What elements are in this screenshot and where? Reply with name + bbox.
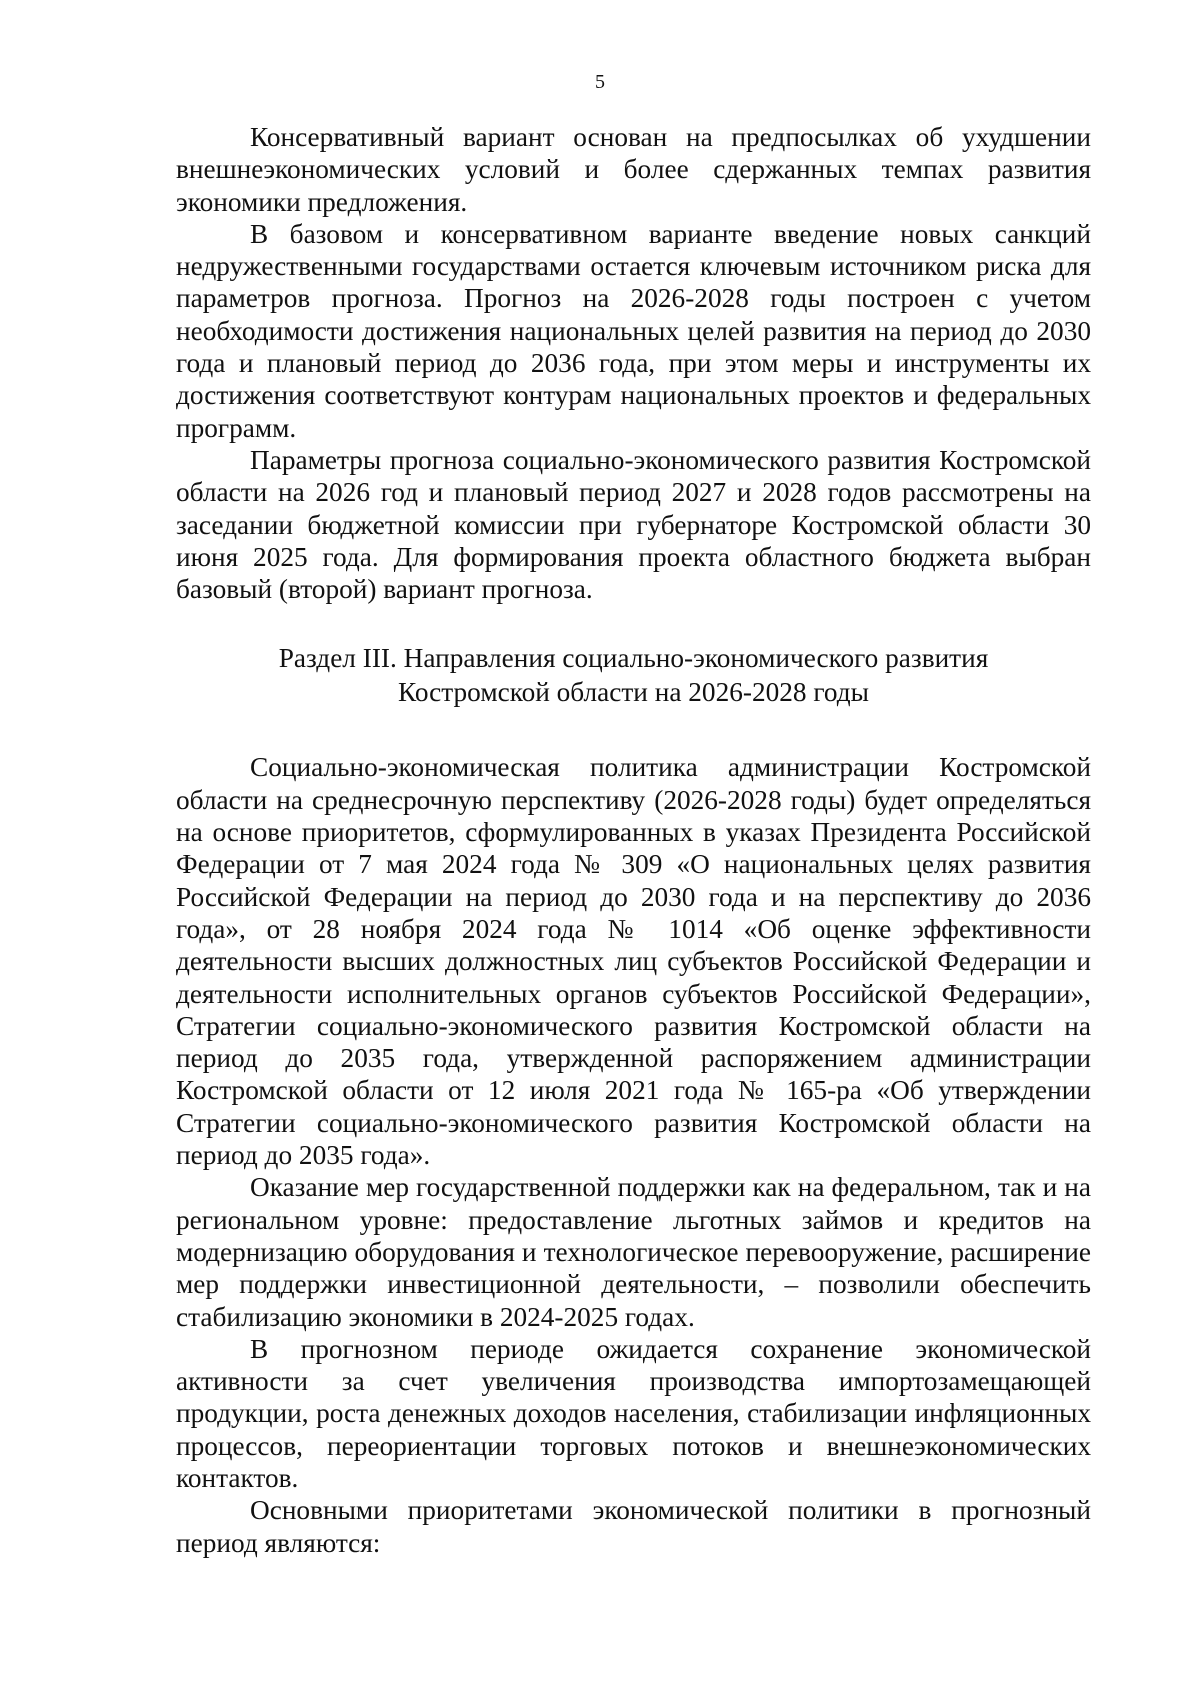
section-heading-line-1: Раздел III. Направления социально-экономического развития [278, 643, 989, 674]
paragraph-forecast-parameters: Параметры прогноза социально-экономического развития Костромской области на 2026 год и плановый период 2027 и 2028 годов рассмотрены на заседании бюджетной комиссии при губернаторе Костромской области 30 июня 2025 года. Для формирования проекта областного бюджета выбран базовый (второй) вариант прогноза. [176, 444, 1091, 605]
page-number: 5 [595, 71, 605, 93]
paragraph-state-support: Оказание мер государственной поддержки как на федеральном, так и на региональном уровне: предоставление льготных займов и кредитов на модернизацию оборудования и технологическое перевооружение, расширение мер поддержки инвестиционной деятельности, – позволили обеспечить стабилизацию экономики в 2024-2025 годах. [176, 1172, 1091, 1332]
section-heading [176, 641, 1091, 709]
document-body [176, 121, 1091, 1559]
paragraph-forecast-period: В прогнозном периоде ожидается сохранение экономической активности за счет увеличения производства импортозамещающей продукции, роста денежных доходов населения, стабилизации инфляционных процессов, переориентации торговых потоков и внешнеэкономических контактов. [176, 1333, 1091, 1493]
paragraph-sanctions-risk: В базовом и консервативном варианте введение новых санкций недружественными государствами остается ключевым источником риска для параметров прогноза. Прогноз на 2026-2028 годы построен с учетом необходимости достижения национальных целей развития на период до 2030 года и плановый период до 2036 года, при этом меры и инструменты их достижения соответствуют контурам национальных проектов и федеральных программ. [176, 218, 1091, 443]
section-heading-line-2: Костромской области на 2026-2028 годы [397, 677, 869, 708]
paragraph-priorities: Основными приоритетами экономической политики в прогнозный период являются: [176, 1495, 1091, 1558]
paragraph-conservative-variant: Консервативный вариант основан на предпосылках об ухудшении внешнеэкономических условий и более сдержанных темпах развития экономики предложения. [176, 122, 1091, 217]
paragraph-economic-policy: Социально-экономическая политика администрации Костромской области на среднесрочную перспективу (2026-2028 годы) будет определяться на основе приоритетов, сформулированных в указах Президента Российской Федерации от 7 мая 2024 года № 309 «О национальных целях развития Российской Федерации на период до 2030 года и на перспективу до 2036 года», от 28 ноября 2024 года № 1014 «Об оценке эффективности деятельности высших должностных лиц субъектов Российской Федерации и деятельности исполнительных органов субъектов Российской Федерации», Стратегии социально-экономического развития Костромской области на период до 2035 года, утвержденной распоряжением администрации Костромской области от 12 июля 2021 года № 165-ра «Об утверждении Стратегии социально-экономического развития Костромской области на период до 2035 года». [176, 752, 1091, 1171]
